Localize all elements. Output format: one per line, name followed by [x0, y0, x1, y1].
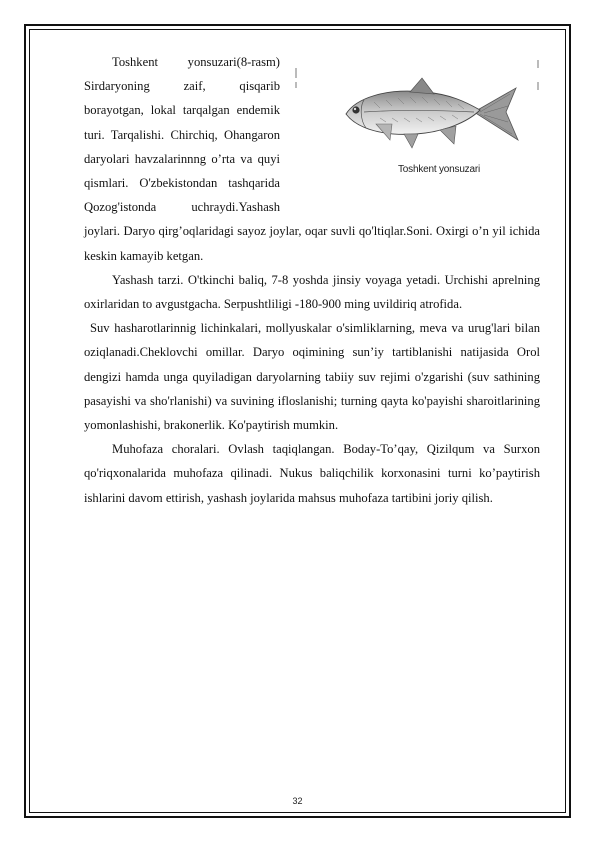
paragraph-protection: Muhofaza choralari. Ovlash taqiqlangan. Boday-To’qay, Qizilqum va Surxon qo'riqxonalarida muhofaza qilinadi. Nukus baliqchilik korxonasini turni ko’paytirish ishlarini davom ettirish, yashash joylarida mahsus muhofaza tartibini joriy qilish. [84, 442, 540, 505]
fish-shape [346, 78, 518, 148]
document-body [84, 50, 540, 510]
paragraph-lifestyle: Yashash tarzi. O'tkinchi baliq, 7-8 yoshda jinsiy voyaga yetadi. Urchishi aprelning oxirlaridan to avgustgacha. Serpushtliligi -180-900 ming uvildiriq atrofida. [84, 272, 540, 312]
page-number: 32 [292, 796, 303, 806]
fish-figure [294, 54, 540, 194]
figure-caption: Toshkent yonsuzari [398, 164, 481, 175]
paragraph-feeding: Suv hasharotlarinnig lichinkalari, mollyuskalar o'simliklarning, meva va urug'lari bilan oziqlanadi.Cheklovchi omillar. Daryo oqimining sun’iy tartiblanishi natijasida Orol dengizi hamda unga quyiladigan daryolarning tabiiy suv rejimi o'zgarishi (suv sathining pasayishi va sho'rlanishi) va suvining ifloslanishi; turning qayta ko'payishi sharoitlarining yomonlashishi, brakonerlik. Ko'paytirish mumkin. [84, 321, 540, 433]
paragraph-description [84, 50, 540, 268]
paragraph-description-text: Toshkent yonsuzari(8-rasm) Sirdaryoning zaif, qisqarib borayotgan, lokal tarqalgan endemik turi. Tarqalishi. Chirchiq, Ohangaron daryolari havzalarinnng o’rta va quyi qismlari. O'zbekistondan tashqarida Qozog'istonda uchraydi.Yashash joylari. Daryo qirg’oqlaridagi sayoz joylar, oqar suvli qo'ltiqlar.Soni. Oxirgi o’n yil ichida keskin kamayib ketgan. [84, 55, 540, 263]
